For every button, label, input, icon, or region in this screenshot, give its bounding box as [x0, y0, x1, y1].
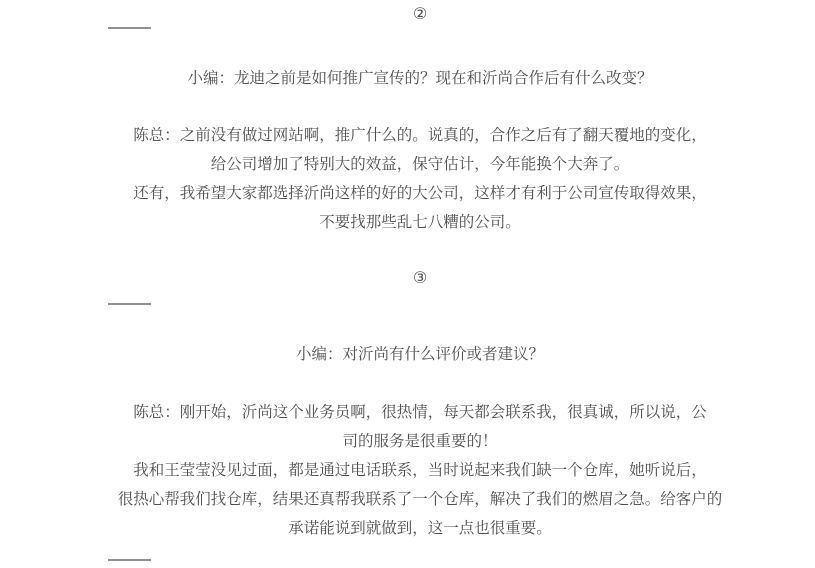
interview-answer-2: [25, 121, 815, 237]
answer-line: 我和王莹莹没见过面，都是通过电话联系，当时说起来我们缺一个仓库，她听说后，: [133, 462, 707, 479]
answer-line: 不要找那些乱七八糟的公司。: [319, 214, 521, 231]
answer-line: 还有，我希望大家都选择沂尚这样的好的大公司，这样才有利于公司宣传取得效果，: [133, 185, 707, 202]
section-divider: [108, 27, 151, 29]
answer-line: 陈总：刚开始，沂尚这个业务员啊，很热情，每天都会联系我，很真诚，所以说，公: [133, 404, 707, 421]
answer-line: 司的服务是很重要的！: [342, 433, 498, 450]
section-2-number: ②: [412, 6, 428, 23]
section-3-number: ③: [412, 270, 428, 287]
section-divider: [108, 303, 151, 305]
interview-question-3: 小编：对沂尚有什么评价或者建议？: [295, 346, 544, 363]
answer-line: 陈总：之前没有做过网站啊，推广什么的。说真的，合作之后有了翻天覆地的变化，: [133, 127, 707, 144]
section-divider: [108, 559, 151, 561]
answer-line: 承诺能说到就做到，这一点也很重要。: [288, 520, 552, 537]
answer-line: 给公司增加了特别大的效益，保守估计，今年能换个大奔了。: [210, 156, 630, 173]
answer-line: 很热心帮我们找仓库，结果还真帮我联系了一个仓库，解决了我们的燃眉之急。给客户的: [117, 491, 723, 508]
interview-question-2: 小编：龙迪之前是如何推广宣传的？现在和沂尚合作后有什么改变？: [187, 70, 653, 87]
interview-answer-3: [25, 398, 815, 543]
